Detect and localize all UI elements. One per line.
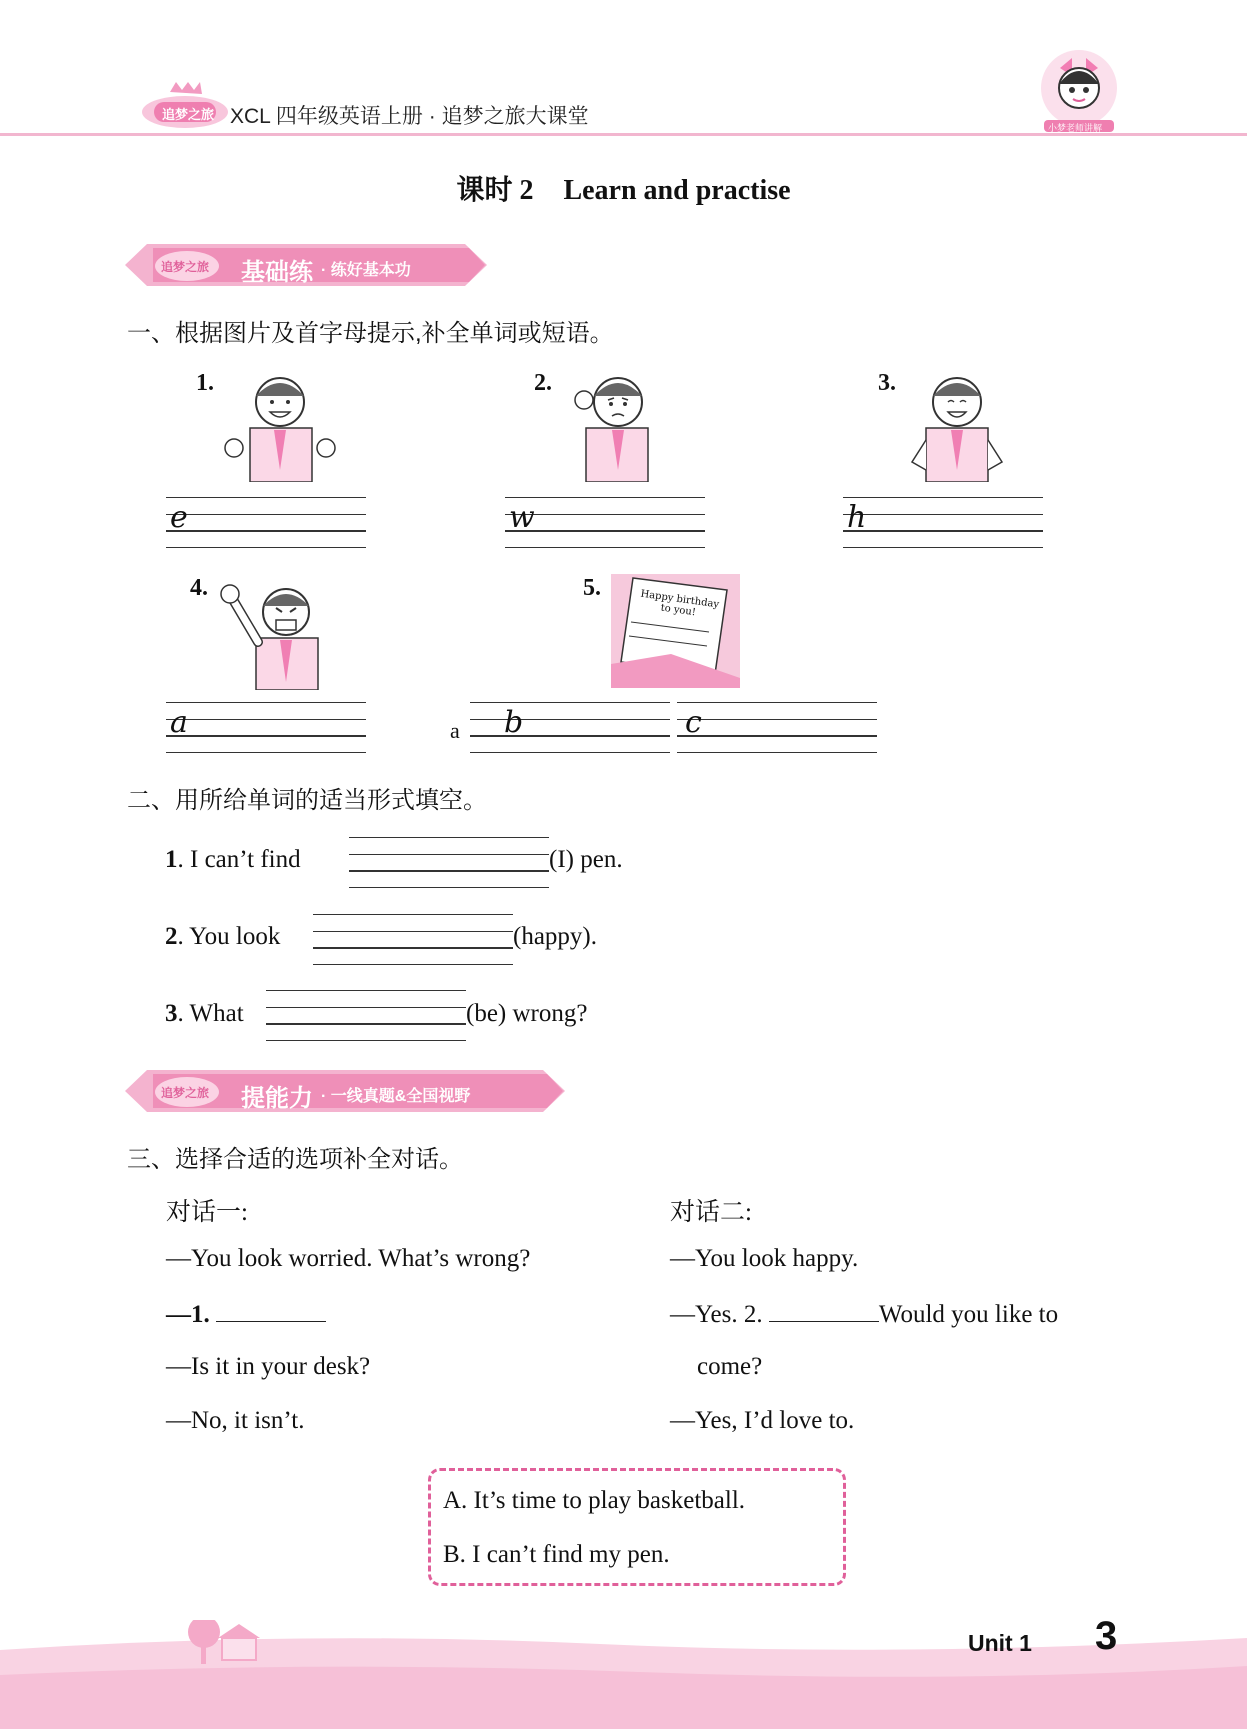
part1-heading: 一、根据图片及首字母提示,补全单词或短语。 (127, 320, 614, 347)
blank-number: —Yes. 2. (670, 1301, 763, 1328)
item-number: 1 (165, 846, 178, 873)
options-box (428, 1468, 846, 1586)
banner-sub: · 一线真题&全国视野 (321, 1088, 471, 1105)
excited-boy-icon (222, 370, 337, 482)
dialog2-title: 对话二: (670, 1199, 752, 1226)
banner-main: 基础练 (241, 259, 313, 286)
unit-label: Unit 1 (968, 1630, 1032, 1656)
option-b: B. I can’t find my pen. (443, 1541, 670, 1568)
item-text: . What (177, 1000, 244, 1027)
dialog-line: —Is it in your desk? (166, 1353, 371, 1380)
item-number: 3. (878, 370, 896, 396)
part2-heading: 二、用所给单词的适当形式填空。 (127, 787, 487, 814)
item-text: . You look (177, 923, 281, 950)
banner-logo: 追梦之旅 (161, 1086, 210, 1100)
dialog-line: —You look happy. (670, 1245, 859, 1272)
hint-letter: w (509, 500, 535, 535)
section-banner-advanced (125, 1070, 565, 1112)
header-divider (0, 133, 1247, 136)
hint-letter: a (170, 705, 188, 740)
answer-lines (677, 702, 877, 754)
answer-blank[interactable] (216, 1299, 326, 1322)
banner-sub: · 练好基本功 (321, 262, 411, 279)
card-text: Happy birthday to you! (639, 588, 720, 619)
item-number: 5. (583, 575, 601, 601)
lesson-title (0, 168, 1247, 208)
hint-letter: h (847, 500, 867, 535)
phrase-prefix: a (450, 718, 460, 743)
mascot-caption: 小梦老师讲解 (1048, 123, 1103, 133)
hint-letter: b (504, 705, 524, 740)
answer-lines (266, 990, 466, 1042)
answer-lines (349, 837, 549, 889)
item-number: 1. (196, 370, 214, 396)
hint-letter: e (170, 500, 188, 535)
dialog-line (670, 1299, 1058, 1329)
dialog1-title: 对话一: (166, 1199, 248, 1226)
dialog-line: —You look worried. What’s wrong? (166, 1245, 531, 1272)
item-hint-word: (be) wrong? (466, 1000, 588, 1027)
dialog-line: —Yes, I’d love to. (670, 1407, 855, 1434)
answer-lines (505, 497, 705, 549)
series-logo (140, 80, 230, 132)
item-text: . I can’t find (177, 846, 301, 873)
answer-lines (313, 914, 513, 966)
option-a: A. It’s time to play basketball. (443, 1487, 746, 1514)
item-hint-word: (I) pen. (549, 846, 623, 873)
dialog-line (166, 1299, 326, 1329)
lesson-number: 课时 2 (456, 175, 534, 206)
fill-item (165, 1000, 244, 1028)
hint-letter: c (685, 705, 702, 740)
footer-decoration (0, 1620, 1247, 1729)
banner-main: 提能力 (241, 1085, 313, 1112)
section-banner-basic (125, 244, 487, 286)
dialog-line: —No, it isn’t. (166, 1407, 305, 1434)
dialog-line: come? (697, 1353, 763, 1380)
lesson-name: Learn and practise (563, 175, 791, 206)
item-hint-word: (happy). (513, 923, 597, 950)
angry-boy-icon (218, 582, 338, 690)
answer-lines (166, 702, 366, 754)
mascot-girl-icon (1038, 48, 1120, 136)
answer-blank[interactable] (769, 1299, 879, 1322)
book-title: XCL 四年级英语上册 · 追梦之旅大课堂 (230, 105, 589, 128)
item-number: 3 (165, 1000, 178, 1027)
fill-item (165, 923, 280, 951)
item-number: 4. (190, 575, 208, 601)
banner-logo: 追梦之旅 (161, 260, 210, 274)
answer-lines (470, 702, 670, 754)
fill-item (165, 846, 301, 874)
logo-text: 追梦之旅 (162, 107, 215, 122)
answer-lines (166, 497, 366, 549)
blank-number: —1. (166, 1301, 210, 1328)
page-number: 3 (1095, 1614, 1118, 1658)
answer-lines (843, 497, 1043, 549)
dialog-line-cont: Would you like to (878, 1301, 1059, 1328)
happy-boy-icon (906, 370, 1006, 482)
item-number: 2 (165, 923, 178, 950)
worried-boy-icon (564, 370, 670, 482)
part3-heading: 三、选择合适的选项补全对话。 (127, 1146, 463, 1173)
birthday-card-icon (611, 574, 740, 688)
item-number: 2. (534, 370, 552, 396)
